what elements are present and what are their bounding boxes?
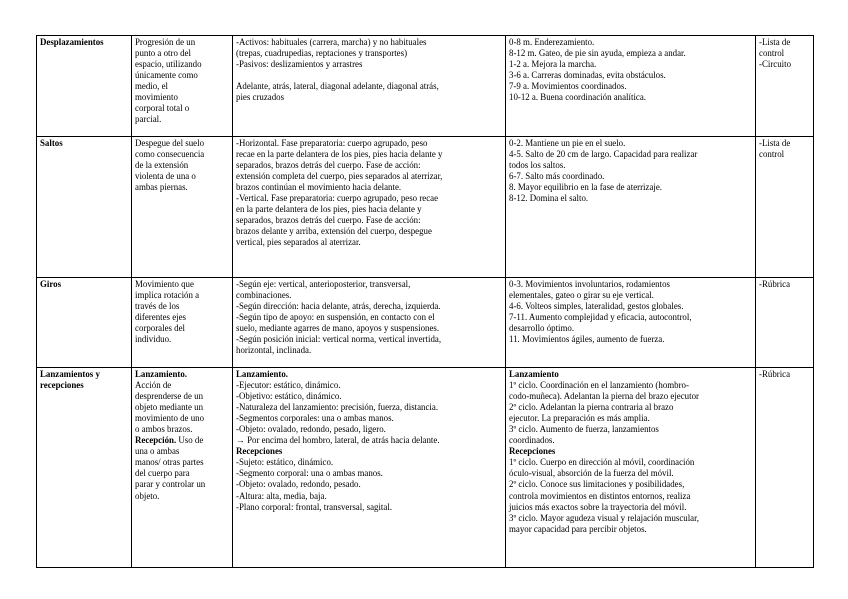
definition-cell: Despegue del suelo como consecuencia de la extensión violenta de una o ambas piernas.	[132, 137, 233, 278]
types-cell: -Según eje: vertical, anterioposterior, transversal, combinaciones. -Según dirección: hacia delante, atrás, derecha, izquierda. -Según tipo de apoyo: en suspensión, en contacto con el suelo, mediante agarres de mano, apoyos y suspensiones. -Según posición inicial: vertical norma, vertical invertida, horizontal, inclinada.	[233, 278, 506, 368]
table-row	[37, 278, 814, 368]
evaluation-cell: -Rúbrica	[756, 368, 814, 568]
evolution-cell: 0-2. Mantiene un pie en el suelo. 4-5. Salto de 20 cm de largo. Capacidad para realizar todos los saltos. 6-7. Salto más coordinado. 8. Mayor equilibrio en la fase de aterrizaje. 8-12. Domina el salto.	[506, 137, 756, 278]
table-row	[37, 137, 814, 278]
evaluation-cell: -Lista de control	[756, 137, 814, 278]
category-cell: Giros	[37, 278, 132, 368]
evolution-cell: Lanzamiento 1º ciclo. Coordinación en el lanzamiento (hombro- codo-muñeca). Adelantan la pierna del brazo ejecutor 2º ciclo. Adelantan la pierna contraria al brazo ejecutor. La preparación es más amplia. 3º ciclo. Aumento de fuerza, lanzamientos coordinados. Recepciones 1º ciclo. Cuerpo en dirección al móvil, coordinación óculo-visual, absorción de la fuerza del móvil. 2º ciclo. Conoce sus limitaciones y posibilidades, controla movimientos en distintos entornos, realiza juicios más exactos sobre la trayectoria del móvil. 3º ciclo. Mayor agudeza visual y relajación muscular, mayor capacidad para percibir objetos.	[506, 368, 756, 568]
types-cell: -Horizontal. Fase preparatoria: cuerpo agrupado, peso recae en la parte delantera de los pies, pies hacia delante y separados, brazos detrás del cuerpo. Fase de acción: extensión completa del cuerpo, pies separados al aterrizar, brazos continúan el movimiento hacia delante. -Vertical. Fase preparatoria: cuerpo agrupado, peso recae en la parte delantera de los pies, pies hacia delante y separados, brazos detrás del cuerpo. Fase de acción: brazos delante y arriba, extensión del cuerpo, despegue vertical, pies separados al aterrizar.	[233, 137, 506, 278]
evolution-cell: 0-3. Movimientos involuntarios, rodamientos elementales, gateo o girar su eje vertical. 4-6. Volteos simples, lateralidad, gestos globales. 7-11. Aumento complejidad y eficacia, autocontrol, desarrollo óptimo. 11. Movimientos ágiles, aumento de fuerza.	[506, 278, 756, 368]
table-row	[37, 368, 814, 568]
definition-cell: Progresión de un punto a otro del espacio, utilizando únicamente como medio, el movimiento corporal total o parcial.	[132, 36, 233, 137]
evolution-cell: 0-8 m. Enderezamiento. 8-12 m. Gateo, de pie sin ayuda, empieza a andar. 1-2 a. Mejora la marcha. 3-6 a. Carreras dominadas, evita obstáculos. 7-9 a. Movimientos coordinados. 10-12 a. Buena coordinación analítica.	[506, 36, 756, 137]
category-cell: Desplazamientos	[37, 36, 132, 137]
skills-table	[36, 35, 814, 568]
types-cell: Lanzamiento. -Ejecutor: estático, dinámico. -Objetivo: estático, dinámico. -Naturaleza del lanzamiento: precisión, fuerza, distancia. -Segmentos corporales: una o ambas manos. -Objeto: ovalado, redondo, pesado, ligero. → Por encima del hombro, lateral, de atrás hacia delante. Recepciones -Sujeto: estático, dinámico. -Segmento corporal: una o ambas manos. -Objeto: ovalado, redondo, pesado. -Altura: alta, media, baja. -Plano corporal: frontal, transversal, sagital.	[233, 368, 506, 568]
evaluation-cell: -Rúbrica	[756, 278, 814, 368]
category-cell: Lanzamientos y recepciones	[37, 368, 132, 568]
definition-cell: Lanzamiento. Acción de desprenderse de un objeto mediante un movimiento de uno o ambos brazos. Recepción. Uso de una o ambas manos/ otras partes del cuerpo para parar y controlar un objeto.	[132, 368, 233, 568]
definition-cell: Movimiento que implica rotación a través de los diferentes ejes corporales del individuo.	[132, 278, 233, 368]
table-row	[37, 36, 814, 137]
types-cell: -Activos: habituales (carrera, marcha) y no habituales (trepas, cuadrupedias, reptaciones y transportes) -Pasivos: deslizamientos y arrastres Adelante, atrás, lateral, diagonal adelante, diagonal atrás, pies cruzados	[233, 36, 506, 137]
evaluation-cell: -Lista de control -Circuito	[756, 36, 814, 137]
category-cell: Saltos	[37, 137, 132, 278]
